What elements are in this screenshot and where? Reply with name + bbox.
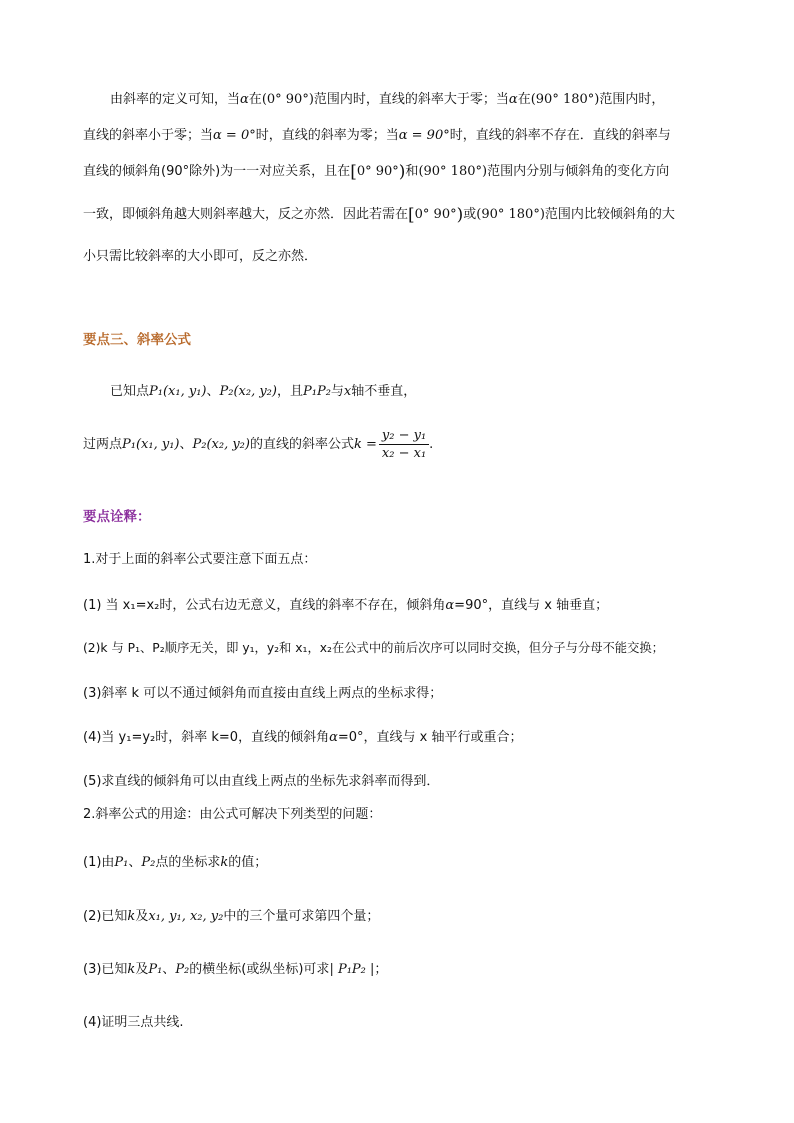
notes-heading: 要点诠释： [83,509,151,525]
text: 直线的斜率小于零；当 [83,128,214,143]
bracket-left: [ [350,162,357,182]
text: 在 [248,92,262,107]
text: 范围内比较倾斜角的大 [544,207,675,222]
text: (1) 当 x₁=x₂时，公式右边无意义，直线的斜率不存在，倾斜角 [83,598,446,613]
slope-k: k = [353,437,377,452]
bracket-left: [ [408,205,415,225]
text: 点的坐标求 [155,855,221,870]
text: (3)已知 [83,962,128,977]
x-variable: x [343,384,352,399]
notes-item1: 1.对于上面的斜率公式要注意下面五点： [83,552,317,567]
text: 已知点 [110,384,150,399]
point-p2: P₂ [175,962,190,977]
text: 和 [405,164,419,179]
interval: 0° 90° [414,207,457,222]
formula-line1 [110,380,416,399]
text: 中的三个量可求第四个量； [223,909,380,924]
text: 的直线的斜率公式 [249,437,354,452]
alpha-symbol: α [445,598,455,613]
alpha-symbol: α [508,92,518,107]
para1-line3 [83,160,669,182]
point-p2: P₂(x₂, y₂) [192,437,250,452]
text: ； [374,962,388,977]
para1-line1 [110,88,664,107]
text: 轴不垂直， [351,384,417,399]
usage-1 [83,851,267,870]
text: 的横坐标(或纵坐标)可求 [189,962,330,977]
text: ，且 [276,384,303,399]
text: 直线的倾斜角(90°除外)为一一对应关系，且在 [83,164,351,179]
text: 、 [128,855,142,870]
interval: (90° 180°) [476,207,545,222]
interval: (90° 180°) [530,92,600,107]
text: 过两点 [83,437,123,452]
text: 由斜率的定义可知，当 [110,92,241,107]
para1-line4 [83,203,675,225]
equation: α = 90° [398,128,450,143]
interval: (90° 180°) [418,164,488,179]
interval: 0° 90° [356,164,399,179]
text: 、 [162,962,176,977]
notes-item2: 2.斜率公式的用途：由公式可解决下列类型的问题： [83,807,382,822]
usage-3 [83,958,387,977]
section-heading: 要点三、斜率公式 [83,332,191,348]
notes-sub5: (5)求直线的倾斜角可以由直线上两点的坐标先求斜率而得到． [83,774,440,789]
text: 时，直线的斜率为零；当 [255,128,399,143]
text: 时，直线的斜率不存在．直线的斜率与 [449,128,671,143]
para1-line2 [83,124,671,143]
text: 一致，即倾斜角越大则斜率越大，反之亦然．因此若需在 [83,207,409,222]
usage-2 [83,905,379,924]
point-p1: P₁ [114,855,129,870]
text: 与 [330,384,344,399]
text: 、 [179,437,193,452]
point-p1: P₁(x₁, y₁) [149,384,207,399]
slope-k: k [127,962,136,977]
distance-p1p2: | P₁P₂ | [329,962,375,977]
text: (2)已知 [83,909,128,924]
text: 、 [206,384,220,399]
text: =90°，直线与 x 轴垂直； [454,598,609,613]
notes-sub1 [83,594,608,613]
text: (4)当 y₁=y₂时，斜率 k=0，直线的倾斜角 [83,730,330,745]
notes-sub3: (3)斜率 k 可以不通过倾斜角而直接由直线上两点的坐标求得； [83,686,443,701]
equation: α = 0° [213,128,256,143]
point-p1: P₁(x₁, y₁) [122,437,180,452]
text: 范围内时， [599,92,665,107]
notes-sub2: (2)k 与 P₁、P₂顺序无关，即 y₁，y₂和 x₁，x₂在公式中的前后次序可以同时交换，但分子与分母不能交换； [83,641,664,655]
notes-sub4 [83,726,522,745]
text: 范围内时，直线的斜率大于零；当 [313,92,509,107]
text: 或 [463,207,477,222]
text: 范围内分别与倾斜角的变化方向 [487,164,670,179]
fraction-denominator: x₂ − x₁ [381,446,427,461]
bracket-right: ) [456,205,464,225]
interval: (0° 90°) [261,92,314,107]
text: (1)由 [83,855,115,870]
segment-p1p2: P₁P₂ [302,384,331,399]
text: 及 [135,909,149,924]
variables: x₁, y₁, x₂, y₂ [148,909,224,924]
slope-k: k [127,909,136,924]
text: . [429,437,434,452]
text: 及 [135,962,149,977]
fraction-numerator: y₂ − y₁ [379,428,429,445]
slope-k: k [220,855,229,870]
para1-line5 [83,245,317,264]
slope-fraction [379,428,429,461]
text: =0°，直线与 x 轴平行或重合； [337,730,523,745]
text: 小只需比较斜率的大小即可，反之亦然． [83,249,318,264]
bracket-right: ) [398,162,406,182]
point-p2: P₂ [141,855,156,870]
alpha-symbol: α [240,92,249,107]
point-p2: P₂(x₂, y₂) [219,384,277,399]
text: 的值； [228,855,268,870]
text: 在 [517,92,531,107]
formula-line2 [83,428,433,461]
usage-4: (4)证明三点共线. [83,1015,184,1030]
alpha-symbol: α [329,730,338,745]
point-p1: P₁ [148,962,163,977]
